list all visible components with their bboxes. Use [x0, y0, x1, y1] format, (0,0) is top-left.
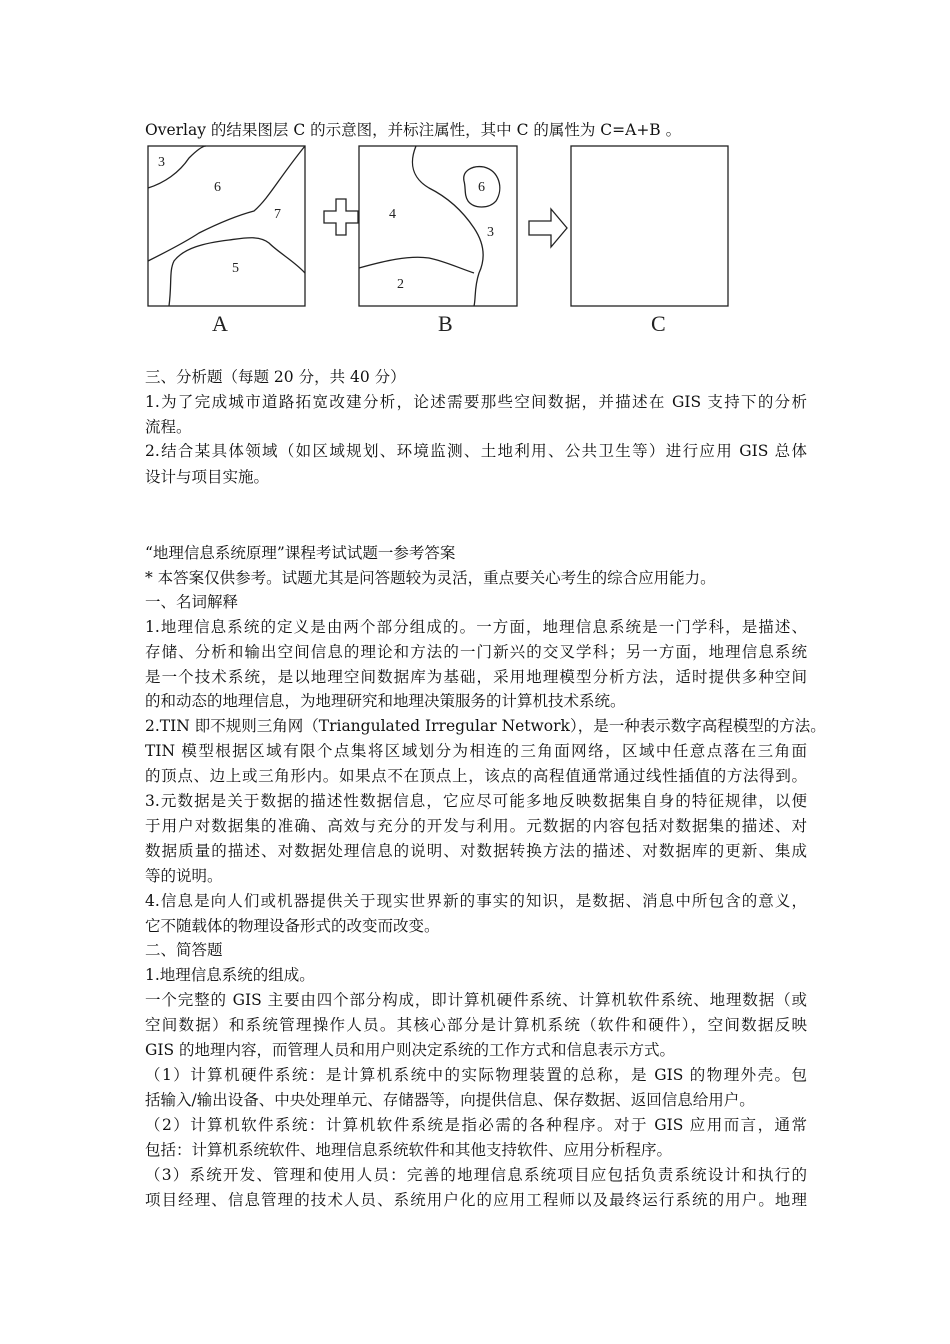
- answer-2-line: 2.TIN 即不规则三角网（Triangulated Irregular Network），是一种表示数字高程模型的方法。: [145, 717, 826, 735]
- short-answer-1-line: 空间数据）和系统管理操作人员。其核心部分是计算机系统（软件和硬件），空间数据反映: [145, 1016, 807, 1034]
- short-answer-1-line: 一个完整的 GIS 主要由四个部分构成，即计算机硬件系统、计算机软件系统、地理数据（或: [145, 991, 807, 1009]
- question-2-line-2: 设计与项目实施。: [145, 468, 270, 486]
- region-b-4: 4: [389, 207, 396, 222]
- intro-text: Overlay 的结果图层 C 的示意图，并标注属性，其中 C 的属性为 C=A+B 。: [145, 121, 682, 139]
- arrow-right-icon: [529, 209, 567, 247]
- answer-1-line: 存储、分析和输出空间信息的理论和方法的一门新兴的交叉学科；另一方面，地理信息系统: [145, 643, 807, 661]
- answer-1-line: 的和动态的地理信息，为地理研究和地理决策服务的计算机技术系统。: [145, 692, 626, 710]
- section2-heading: 二、简答题: [145, 941, 223, 959]
- short-answer-1-title: 1.地理信息系统的组成。: [145, 966, 315, 984]
- short-answer-1-line: 括输入/输出设备、中央处理单元、存储器等，向提供信息、保存数据、返回信息给用户。: [145, 1091, 755, 1109]
- section1-heading: 一、名词解释: [145, 593, 239, 611]
- question-1-line-2: 流程。: [145, 418, 192, 436]
- region-a-3: 3: [158, 155, 165, 170]
- answers-note: * 本答案仅供参考。试题尤其是问答题较为灵活，重点要关心考生的综合应用能力。: [145, 569, 716, 587]
- answer-3-line: 3.元数据是关于数据的描述性数据信息，它应尽可能多地反映数据集自身的特征规律，以便: [145, 792, 807, 810]
- region-b-3: 3: [487, 225, 494, 240]
- region-a-5: 5: [232, 261, 239, 276]
- panel-label-a: A: [212, 311, 228, 336]
- answer-4-line: 4.信息是向人们或机器提供关于现实世界新的事实的知识，是数据、消息中所包含的意义，: [145, 892, 807, 910]
- region-b-2: 2: [397, 277, 404, 292]
- short-answer-1-line: GIS 的地理内容，而管理人员和用户则决定系统的工作方式和信息表示方式。: [145, 1041, 676, 1059]
- short-answer-1-line: （1）计算机硬件系统：是计算机系统中的实际物理装置的总称，是 GIS 的物理外壳。包: [145, 1066, 807, 1084]
- answer-2-line: 的顶点、边上或三角形内。如果点不在顶点上，该点的高程值通常通过线性插值的方法得到。: [145, 767, 807, 785]
- answer-2-line: TIN 模型根据区域有限个点集将区域划分为相连的三角面网络，区域中任意点落在三角面: [145, 742, 807, 760]
- overlay-figure: [144, 143, 734, 338]
- panel-c: [571, 146, 728, 306]
- panel-label-c: C: [651, 311, 666, 336]
- answer-3-line: 数据质量的描述、对数据处理信息的说明、对数据转换方法的描述、对数据库的更新、集成: [145, 842, 807, 860]
- panel-a: [148, 146, 305, 306]
- answer-1-line: 是一个技术系统，是以地理空间数据库为基础，采用地理模型分析方法，适时提供多种空间: [145, 668, 807, 686]
- question-2-line-1: 2.结合某具体领域（如区域规划、环境监测、土地利用、公共卫生等）进行应用 GIS 总体: [145, 442, 807, 460]
- region-b-6: 6: [478, 180, 485, 195]
- region-a-6: 6: [214, 180, 221, 195]
- short-answer-1-line: 项目经理、信息管理的技术人员、系统用户化的应用工程师以及最终运行系统的用户。地理: [145, 1191, 807, 1209]
- short-answer-1-line: 包括：计算机系统软件、地理信息系统软件和其他支持软件、应用分析程序。: [145, 1141, 673, 1159]
- section3-heading: 三、分析题（每题 20 分，共 40 分）: [145, 368, 406, 386]
- answer-3-line: 于用户对数据集的准确、高效与充分的开发与利用。元数据的内容包括对数据集的描述、对: [145, 817, 807, 835]
- region-a-7: 7: [274, 207, 281, 222]
- answer-3-line: 等的说明。: [145, 867, 223, 885]
- answers-title: “地理信息系统原理”课程考试试题一参考答案: [145, 544, 456, 562]
- question-1-line-1: 1.为了完成城市道路拓宽改建分析，论述需要那些空间数据，并描述在 GIS 支持下的分析: [145, 393, 807, 411]
- short-answer-1-line: （2）计算机软件系统：计算机软件系统是指必需的各种程序。对于 GIS 应用而言，通常: [145, 1116, 807, 1134]
- panel-label-b: B: [438, 311, 453, 336]
- answer-1-line: 1.地理信息系统的定义是由两个部分组成的。一方面，地理信息系统是一门学科，是描述、: [145, 618, 807, 636]
- plus-icon: [324, 199, 358, 235]
- answer-4-line: 它不随载体的物理设备形式的改变而改变。: [145, 917, 440, 935]
- short-answer-1-line: （3）系统开发、管理和使用人员：完善的地理信息系统项目应包括负责系统设计和执行的: [145, 1166, 807, 1184]
